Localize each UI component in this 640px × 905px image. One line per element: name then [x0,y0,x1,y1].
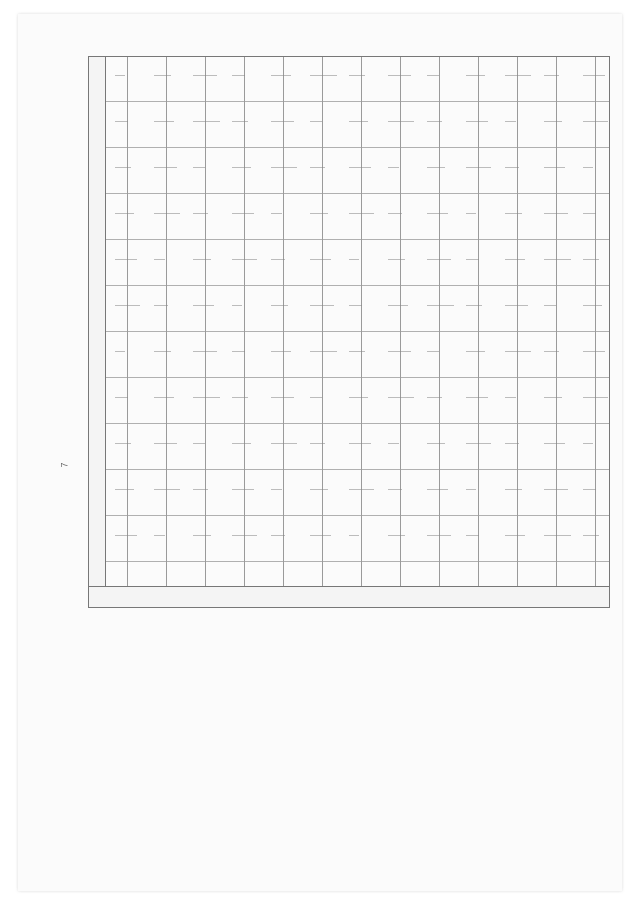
illegible-cell-text [271,535,285,536]
illegible-cell-text [544,213,568,214]
illegible-cell-text [154,167,177,168]
illegible-cell-text [193,489,208,490]
illegible-cell-text [232,397,248,398]
illegible-cell-text [310,75,337,76]
illegible-cell-text [388,535,405,536]
illegible-cell-text [193,259,211,260]
illegible-cell-text [427,121,442,122]
illegible-cell-text [505,489,522,490]
illegible-cell-text [505,213,522,214]
illegible-cell-text [427,259,451,260]
illegible-cell-text [544,397,562,398]
illegible-cell-text [505,305,528,306]
illegible-cell-text [544,443,565,444]
illegible-cell-text [466,535,479,536]
illegible-cell-text [583,489,596,490]
illegible-cell-text [154,213,180,214]
illegible-cell-text [232,443,251,444]
illegible-cell-text [232,75,245,76]
illegible-cell-text [115,397,128,398]
illegible-cell-text [193,75,217,76]
illegible-cell-text [154,75,171,76]
illegible-cell-text [271,167,297,168]
illegible-cell-text [115,121,128,122]
illegible-cell-text [232,121,248,122]
illegible-cell-text [583,535,599,536]
illegible-cell-text [193,167,205,168]
illegible-cell-text [115,351,125,352]
illegible-cell-text [310,305,334,306]
illegible-cell-text [349,489,374,490]
illegible-cell-text [349,535,359,536]
illegible-cell-text [349,305,362,306]
illegible-cell-text [583,397,608,398]
illegible-cell-text [115,535,137,536]
illegible-cell-text [505,167,519,168]
illegible-cell-text [115,489,134,490]
illegible-cell-text [583,259,599,260]
illegible-cell-text [427,489,448,490]
illegible-cell-text [271,213,282,214]
illegible-cell-text [115,75,125,76]
illegible-cell-text [388,443,399,444]
illegible-cell-text [388,167,399,168]
illegible-cell-text [505,75,531,76]
illegible-cell-text [310,213,328,214]
illegible-cell-text [115,167,131,168]
page-number: 7 [59,462,70,468]
illegible-cell-text [271,397,294,398]
illegible-cell-text [193,305,214,306]
illegible-cell-text [271,75,291,76]
illegible-cell-text [271,489,282,490]
illegible-cell-text [583,213,596,214]
illegible-cell-text [388,351,411,352]
illegible-cell-text [271,443,297,444]
illegible-cell-text [271,305,288,306]
illegible-cell-text [115,259,137,260]
table-row-label-strip [89,586,609,607]
illegible-cell-text [466,121,488,122]
illegible-cell-text [388,489,402,490]
illegible-cell-text [115,213,134,214]
illegible-cell-text [271,259,285,260]
illegible-cell-text [154,489,180,490]
illegible-cell-text [232,305,242,306]
illegible-cell-text [310,535,331,536]
illegible-cell-text [544,489,568,490]
illegible-cell-text [466,305,482,306]
illegible-cell-text [466,167,491,168]
illegible-cell-text [193,351,217,352]
illegible-cell-text [349,213,374,214]
illegible-cell-text [466,259,479,260]
illegible-cell-text [505,121,516,122]
illegible-cell-text [388,75,411,76]
illegible-cell-text [466,443,491,444]
illegible-cell-text [388,305,408,306]
illegible-cell-text [154,351,171,352]
rotated-data-table [88,56,610,608]
illegible-cell-text [349,351,365,352]
table-header-strip [89,57,106,607]
illegible-cell-text [310,167,325,168]
illegible-cell-text [544,167,565,168]
illegible-cell-text [193,397,220,398]
scanned-page [18,14,622,891]
illegible-cell-text [154,259,165,260]
illegible-cell-text [427,213,448,214]
illegible-cell-text [583,443,593,444]
illegible-cell-text [388,259,405,260]
illegible-cell-text [193,443,205,444]
illegible-cell-text [154,305,168,306]
illegible-cell-text [505,351,531,352]
illegible-cell-text [115,305,140,306]
illegible-cell-text [505,443,519,444]
illegible-cell-text [349,259,359,260]
illegible-cell-text [427,167,445,168]
illegible-cell-text [544,305,556,306]
illegible-cell-text [583,121,608,122]
illegible-cell-text [427,443,445,444]
illegible-cell-text [310,489,328,490]
illegible-cell-text [349,75,365,76]
illegible-cell-text [388,397,414,398]
illegible-cell-text [349,397,368,398]
illegible-cell-text [466,489,476,490]
illegible-cell-text [232,259,257,260]
illegible-cell-text [544,351,559,352]
illegible-cell-text [427,75,439,76]
illegible-cell-text [310,259,331,260]
illegible-cell-text [232,535,257,536]
illegible-cell-text [583,351,605,352]
illegible-cell-text [544,259,571,260]
illegible-cell-text [466,213,476,214]
illegible-cell-text [388,121,414,122]
illegible-cell-text [427,535,451,536]
illegible-cell-text [271,351,291,352]
illegible-cell-text [232,167,251,168]
illegible-cell-text [193,535,211,536]
illegible-cell-text [583,167,593,168]
illegible-cell-text [544,535,571,536]
illegible-cell-text [232,351,245,352]
illegible-cell-text [505,397,516,398]
illegible-cell-text [349,167,371,168]
illegible-cell-text [154,443,177,444]
illegible-cell-text [232,489,254,490]
illegible-cell-text [349,121,368,122]
illegible-cell-text [310,397,322,398]
illegible-cell-text [466,351,485,352]
illegible-cell-text [427,351,439,352]
illegible-cell-text [544,75,559,76]
illegible-cell-text [583,75,605,76]
illegible-cell-text [466,75,485,76]
illegible-cell-text [544,121,562,122]
illegible-cell-text [115,443,131,444]
illegible-cell-text [310,351,337,352]
illegible-cell-text [583,305,602,306]
illegible-cell-text [271,121,294,122]
illegible-cell-text [154,535,165,536]
illegible-cell-text [427,305,454,306]
illegible-cell-text [505,535,525,536]
illegible-cell-text [388,213,402,214]
illegible-cell-text [232,213,254,214]
illegible-cell-text [193,121,220,122]
illegible-cell-text [427,397,442,398]
illegible-cell-text [154,121,174,122]
illegible-cell-text [466,397,488,398]
illegible-cell-text [310,121,322,122]
illegible-cell-text [310,443,325,444]
illegible-cell-text [505,259,525,260]
illegible-cell-text [154,397,174,398]
illegible-cell-text [193,213,208,214]
illegible-cell-text [349,443,371,444]
